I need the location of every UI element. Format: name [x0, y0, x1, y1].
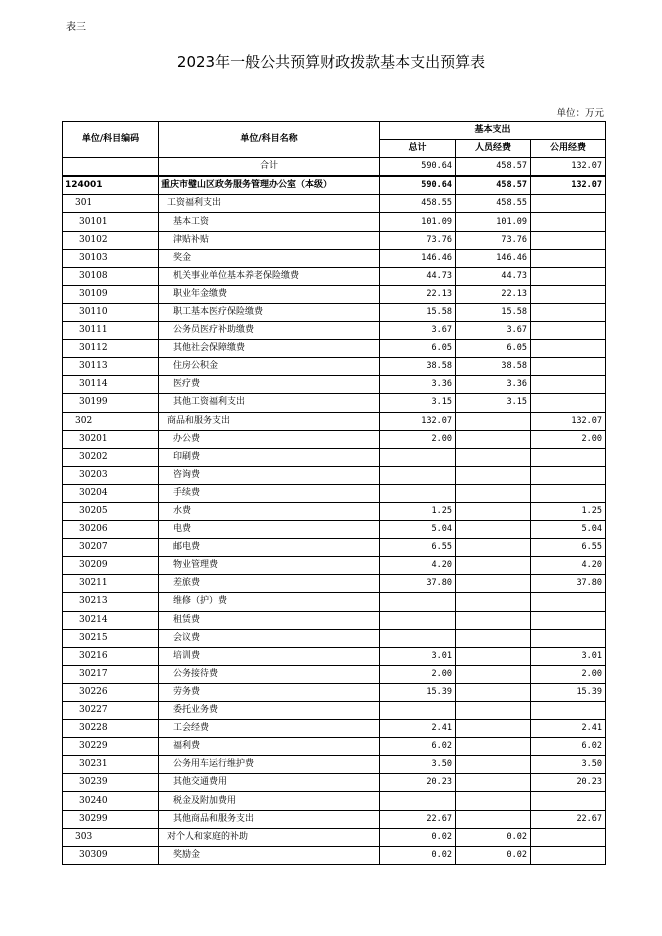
row-name: 其他社会保障缴费: [159, 340, 380, 358]
row-code: 30211: [63, 575, 159, 593]
row-code: 30199: [63, 394, 159, 412]
row-personnel: [456, 521, 531, 539]
budget-table: [62, 121, 606, 865]
row-personnel: [456, 430, 531, 448]
row-public: [531, 249, 606, 267]
row-total: [380, 611, 456, 629]
row-public: 132.07: [531, 412, 606, 430]
total-row-code: [63, 158, 159, 177]
row-name: 工资福利支出: [159, 195, 380, 213]
row-public: 15.39: [531, 683, 606, 701]
row-public: [531, 593, 606, 611]
row-name: 职业年金缴费: [159, 285, 380, 303]
row-public: 4.20: [531, 557, 606, 575]
table-row: [63, 267, 606, 285]
table-row: [63, 176, 606, 195]
row-code: 30204: [63, 484, 159, 502]
row-name: 其他商品和服务支出: [159, 810, 380, 828]
row-public: [531, 828, 606, 846]
row-public: [531, 629, 606, 647]
table-row: [63, 647, 606, 665]
table-row: [63, 611, 606, 629]
row-personnel: [456, 810, 531, 828]
row-code: 30299: [63, 810, 159, 828]
row-personnel: [456, 557, 531, 575]
table-row: [63, 792, 606, 810]
table-row: [63, 756, 606, 774]
row-code: 30207: [63, 539, 159, 557]
row-code: 30201: [63, 430, 159, 448]
row-personnel: [456, 756, 531, 774]
row-code: 30213: [63, 593, 159, 611]
row-public: [531, 303, 606, 321]
row-code: 30209: [63, 557, 159, 575]
header-total: 总计: [380, 140, 456, 158]
table-row: [63, 665, 606, 683]
header-personnel: 人员经费: [456, 140, 531, 158]
row-name: 税金及附加费用: [159, 792, 380, 810]
row-name: 医疗费: [159, 376, 380, 394]
row-personnel: [456, 720, 531, 738]
row-public: 132.07: [531, 176, 606, 195]
row-personnel: [456, 611, 531, 629]
row-public: [531, 448, 606, 466]
table-row: [63, 720, 606, 738]
row-public: 37.80: [531, 575, 606, 593]
row-name: 公务接待费: [159, 665, 380, 683]
row-public: [531, 792, 606, 810]
row-personnel: [456, 502, 531, 520]
table-row: [63, 702, 606, 720]
row-code: 30202: [63, 448, 159, 466]
row-personnel: 73.76: [456, 231, 531, 249]
row-name: 津贴补贴: [159, 231, 380, 249]
row-personnel: [456, 683, 531, 701]
row-total: 6.02: [380, 738, 456, 756]
row-personnel: [456, 593, 531, 611]
row-public: [531, 213, 606, 231]
row-name: 奖金: [159, 249, 380, 267]
total-row: [63, 158, 606, 177]
row-name: 劳务费: [159, 683, 380, 701]
row-public: [531, 484, 606, 502]
row-public: 3.50: [531, 756, 606, 774]
row-public: [531, 846, 606, 864]
total-row-public: 132.07: [531, 158, 606, 177]
row-total: [380, 629, 456, 647]
row-name: 重庆市璧山区政务服务管理办公室（本级）: [159, 176, 380, 195]
row-personnel: 3.15: [456, 394, 531, 412]
table-row: [63, 322, 606, 340]
row-name: 培训费: [159, 647, 380, 665]
row-total: 6.05: [380, 340, 456, 358]
row-total: [380, 593, 456, 611]
row-public: [531, 611, 606, 629]
row-total: [380, 466, 456, 484]
row-public: [531, 394, 606, 412]
row-public: 22.67: [531, 810, 606, 828]
row-name: 手续费: [159, 484, 380, 502]
table-row: [63, 376, 606, 394]
row-personnel: 15.58: [456, 303, 531, 321]
row-personnel: 458.57: [456, 176, 531, 195]
row-personnel: 6.05: [456, 340, 531, 358]
row-total: 146.46: [380, 249, 456, 267]
row-personnel: 0.02: [456, 828, 531, 846]
row-code: 30226: [63, 683, 159, 701]
row-code: 30206: [63, 521, 159, 539]
row-code: 30216: [63, 647, 159, 665]
table-body: [63, 158, 606, 865]
row-personnel: 146.46: [456, 249, 531, 267]
row-personnel: 0.02: [456, 846, 531, 864]
row-public: 2.00: [531, 430, 606, 448]
row-total: 2.00: [380, 430, 456, 448]
unit-label: 单位：万元: [556, 108, 604, 119]
table-row: [63, 231, 606, 249]
row-total: 3.15: [380, 394, 456, 412]
row-total: 6.55: [380, 539, 456, 557]
row-name: 水费: [159, 502, 380, 520]
row-total: 22.13: [380, 285, 456, 303]
row-personnel: [456, 448, 531, 466]
row-total: 3.36: [380, 376, 456, 394]
row-name: 公务员医疗补助缴费: [159, 322, 380, 340]
row-personnel: [456, 792, 531, 810]
row-total: 44.73: [380, 267, 456, 285]
table-row: [63, 593, 606, 611]
table-row: [63, 249, 606, 267]
table-row: [63, 502, 606, 520]
row-total: 3.67: [380, 322, 456, 340]
row-total: 38.58: [380, 358, 456, 376]
table-row: [63, 539, 606, 557]
row-code: 303: [63, 828, 159, 846]
row-personnel: [456, 629, 531, 647]
row-total: 0.02: [380, 828, 456, 846]
table-row: [63, 846, 606, 864]
row-total: 101.09: [380, 213, 456, 231]
table-row: [63, 430, 606, 448]
row-name: 租赁费: [159, 611, 380, 629]
row-public: [531, 466, 606, 484]
table-row: [63, 629, 606, 647]
row-personnel: 44.73: [456, 267, 531, 285]
row-name: 物业管理费: [159, 557, 380, 575]
row-total: [380, 448, 456, 466]
row-public: 6.55: [531, 539, 606, 557]
row-public: 3.01: [531, 647, 606, 665]
row-total: 590.64: [380, 176, 456, 195]
row-name: 电费: [159, 521, 380, 539]
row-code: 30240: [63, 792, 159, 810]
row-name: 对个人和家庭的补助: [159, 828, 380, 846]
row-total: 3.50: [380, 756, 456, 774]
row-public: 6.02: [531, 738, 606, 756]
header-code: 单位/科目编码: [63, 122, 159, 158]
row-personnel: [456, 539, 531, 557]
row-total: 2.41: [380, 720, 456, 738]
row-name: 会议费: [159, 629, 380, 647]
row-total: 15.39: [380, 683, 456, 701]
table-row: [63, 557, 606, 575]
row-total: 3.01: [380, 647, 456, 665]
row-code: 30111: [63, 322, 159, 340]
row-total: 37.80: [380, 575, 456, 593]
row-code: 301: [63, 195, 159, 213]
table-row: [63, 285, 606, 303]
table-row: [63, 484, 606, 502]
row-code: 30309: [63, 846, 159, 864]
row-code: 30113: [63, 358, 159, 376]
header-basic-expenditure: 基本支出: [380, 122, 606, 140]
row-total: [380, 702, 456, 720]
row-public: [531, 195, 606, 213]
row-code: 30229: [63, 738, 159, 756]
row-name: 奖励金: [159, 846, 380, 864]
row-total: 0.02: [380, 846, 456, 864]
row-total: 1.25: [380, 502, 456, 520]
table-row: [63, 394, 606, 412]
row-personnel: [456, 774, 531, 792]
table-row: [63, 303, 606, 321]
row-code: 30231: [63, 756, 159, 774]
table-row: [63, 195, 606, 213]
row-total: 4.20: [380, 557, 456, 575]
row-code: 30109: [63, 285, 159, 303]
total-row-personnel: 458.57: [456, 158, 531, 177]
row-name: 工会经费: [159, 720, 380, 738]
row-public: [531, 285, 606, 303]
row-name: 咨询费: [159, 466, 380, 484]
row-public: 5.04: [531, 521, 606, 539]
table-row: [63, 774, 606, 792]
row-total: 458.55: [380, 195, 456, 213]
table-row: [63, 340, 606, 358]
row-total: 5.04: [380, 521, 456, 539]
table-row: [63, 683, 606, 701]
table-row: [63, 213, 606, 231]
row-name: 差旅费: [159, 575, 380, 593]
row-personnel: 3.36: [456, 376, 531, 394]
row-personnel: [456, 412, 531, 430]
row-code: 30110: [63, 303, 159, 321]
row-total: 73.76: [380, 231, 456, 249]
row-personnel: [456, 702, 531, 720]
row-total: [380, 792, 456, 810]
table-row: [63, 810, 606, 828]
row-public: [531, 702, 606, 720]
row-code: 30239: [63, 774, 159, 792]
row-total: 132.07: [380, 412, 456, 430]
row-name: 住房公积金: [159, 358, 380, 376]
row-personnel: 38.58: [456, 358, 531, 376]
row-code: 30214: [63, 611, 159, 629]
row-code: 30103: [63, 249, 159, 267]
row-public: [531, 231, 606, 249]
row-personnel: [456, 647, 531, 665]
row-name: 职工基本医疗保险缴费: [159, 303, 380, 321]
row-total: 22.67: [380, 810, 456, 828]
row-name: 邮电费: [159, 539, 380, 557]
row-public: 1.25: [531, 502, 606, 520]
row-personnel: 458.55: [456, 195, 531, 213]
row-code: 302: [63, 412, 159, 430]
row-code: 30228: [63, 720, 159, 738]
row-personnel: 22.13: [456, 285, 531, 303]
row-name: 维修（护）费: [159, 593, 380, 611]
row-personnel: [456, 665, 531, 683]
row-public: 2.41: [531, 720, 606, 738]
table-row: [63, 575, 606, 593]
row-personnel: [456, 575, 531, 593]
total-row-label: 合计: [159, 158, 380, 177]
table-row: [63, 521, 606, 539]
row-public: [531, 358, 606, 376]
row-personnel: 101.09: [456, 213, 531, 231]
row-personnel: [456, 484, 531, 502]
row-code: 30102: [63, 231, 159, 249]
table-row: [63, 412, 606, 430]
row-public: 20.23: [531, 774, 606, 792]
row-code: 30112: [63, 340, 159, 358]
total-row-total: 590.64: [380, 158, 456, 177]
row-name: 基本工资: [159, 213, 380, 231]
row-name: 公务用车运行维护费: [159, 756, 380, 774]
row-public: 2.00: [531, 665, 606, 683]
row-code: 30101: [63, 213, 159, 231]
table-header: [63, 122, 606, 158]
row-code: 30114: [63, 376, 159, 394]
page-title: 2023年一般公共预算财政拨款基本支出预算表: [176, 53, 486, 71]
row-code: 30215: [63, 629, 159, 647]
row-code: 30205: [63, 502, 159, 520]
row-name: 委托业务费: [159, 702, 380, 720]
row-personnel: 3.67: [456, 322, 531, 340]
header-name: 单位/科目名称: [159, 122, 380, 158]
row-public: [531, 322, 606, 340]
table-row: [63, 466, 606, 484]
row-total: 15.58: [380, 303, 456, 321]
table-row: [63, 738, 606, 756]
row-public: [531, 340, 606, 358]
row-name: 福利费: [159, 738, 380, 756]
row-public: [531, 376, 606, 394]
table-row: [63, 358, 606, 376]
row-name: 机关事业单位基本养老保险缴费: [159, 267, 380, 285]
row-name: 印刷费: [159, 448, 380, 466]
row-code: 30227: [63, 702, 159, 720]
row-personnel: [456, 738, 531, 756]
row-total: 2.00: [380, 665, 456, 683]
row-personnel: [456, 466, 531, 484]
row-name: 其他交通费用: [159, 774, 380, 792]
table-row: [63, 828, 606, 846]
row-total: [380, 484, 456, 502]
table-row: [63, 448, 606, 466]
row-name: 商品和服务支出: [159, 412, 380, 430]
row-code: 30217: [63, 665, 159, 683]
row-total: 20.23: [380, 774, 456, 792]
table-number-label: 表三: [66, 22, 86, 33]
row-code: 30203: [63, 466, 159, 484]
row-name: 其他工资福利支出: [159, 394, 380, 412]
row-code: 30108: [63, 267, 159, 285]
row-public: [531, 267, 606, 285]
row-code: 124001: [63, 176, 159, 195]
row-name: 办公费: [159, 430, 380, 448]
header-public: 公用经费: [531, 140, 606, 158]
